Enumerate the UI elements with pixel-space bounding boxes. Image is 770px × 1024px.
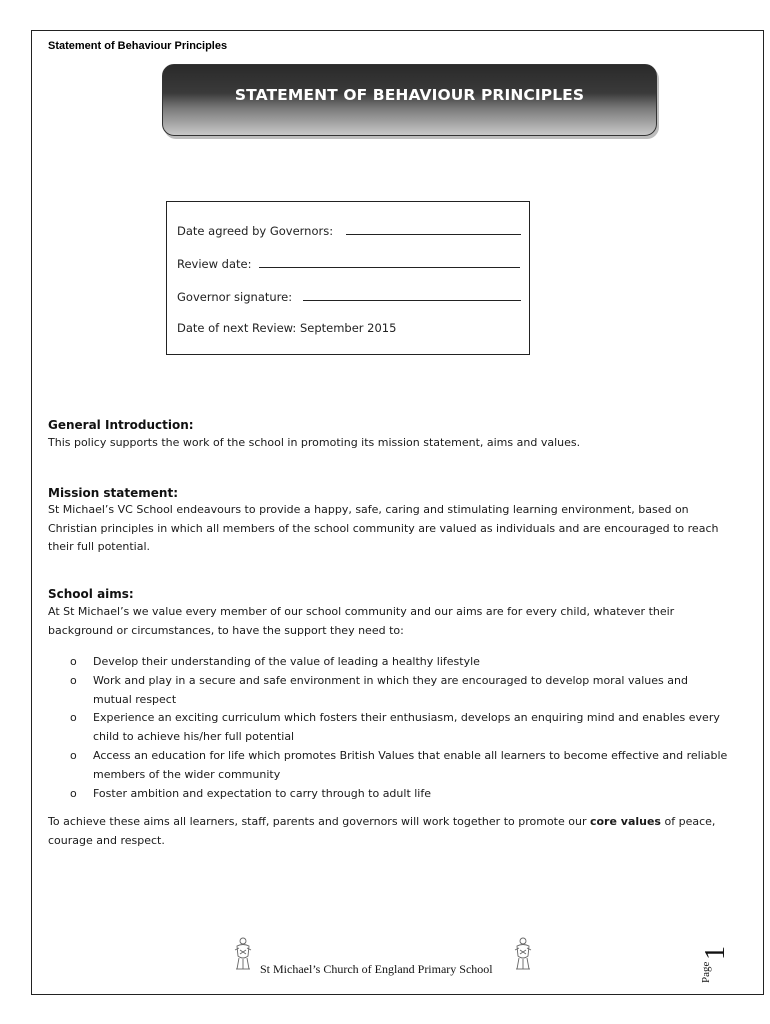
date-agreed-row (177, 222, 521, 238)
list-item: o Experience an exciting curriculum which fosters their enthusiasm, develops an enquiring mind and enables every child to achieve his/her full potential (70, 711, 720, 744)
school-crest-icon (233, 936, 253, 972)
next-review-value: September 2015 (299, 321, 397, 335)
title-banner (162, 64, 657, 136)
school-aims-intro: At St Michael’s we value every member of our school community and our aims are for every child, whatever their background or circumstances, to have the support they need to: (48, 605, 675, 637)
school-name: St Michael’s Church of England Primary School (260, 962, 493, 976)
governor-signature-label: Governor signature: (177, 290, 293, 304)
running-header: Statement of Behaviour Principles (48, 40, 228, 52)
next-review-label: Date of next Review: (177, 321, 297, 335)
mission-statement-text: St Michael’s VC School endeavours to provide a happy, safe, caring and stimulating learning environment, based on Christian principles in which all members of the school community are valued as individuals and are encouraged to reach their full potential. (48, 503, 719, 553)
governor-signature-field[interactable] (303, 288, 521, 301)
page-number: 1 (700, 946, 731, 960)
review-date-field[interactable] (259, 255, 520, 268)
review-date-label: Review date: (177, 257, 252, 271)
bullet-icon: o (70, 673, 77, 687)
governor-signature-row (177, 288, 521, 304)
bullet-icon: o (70, 655, 77, 668)
general-introduction-text: This policy supports the work of the school in promoting its mission statement, aims and values. (48, 436, 581, 449)
list-item: o Access an education for life which promotes British Values that enable all learners to become effective and reliable members of the wider community (70, 748, 728, 781)
school-aims-heading: School aims: (48, 587, 134, 601)
core-values-emphasis: core values (589, 815, 661, 828)
list-item: o Foster ambition and expectation to carry through to adult life (48, 785, 728, 804)
document-title: STATEMENT OF BEHAVIOUR PRINCIPLES (234, 86, 585, 104)
page-footer (0, 936, 770, 986)
next-review-row (177, 321, 396, 335)
school-aims-list (48, 653, 728, 803)
list-item: o Develop their understanding of the value of leading a healthy lifestyle (48, 653, 728, 672)
general-introduction-heading: General Introduction: (48, 418, 194, 432)
date-agreed-label: Date agreed by Governors: (177, 224, 334, 238)
mission-statement-heading: Mission statement: (48, 486, 178, 500)
bullet-icon: o (70, 748, 77, 762)
date-agreed-field[interactable] (346, 222, 521, 235)
list-item: o Work and play in a secure and safe environment in which they are encouraged to develop moral values and mutual respect (70, 673, 688, 706)
core-values-paragraph: To achieve these aims all learners, staff, parents and governors will work together to promote our core values of peace, courage and respect. (48, 815, 716, 847)
school-crest-icon (513, 936, 533, 972)
page-label: Page (700, 961, 712, 983)
bullet-icon: o (70, 786, 77, 800)
review-date-row (177, 255, 520, 271)
bullet-icon: o (70, 711, 77, 725)
approval-dates-box (166, 201, 530, 355)
